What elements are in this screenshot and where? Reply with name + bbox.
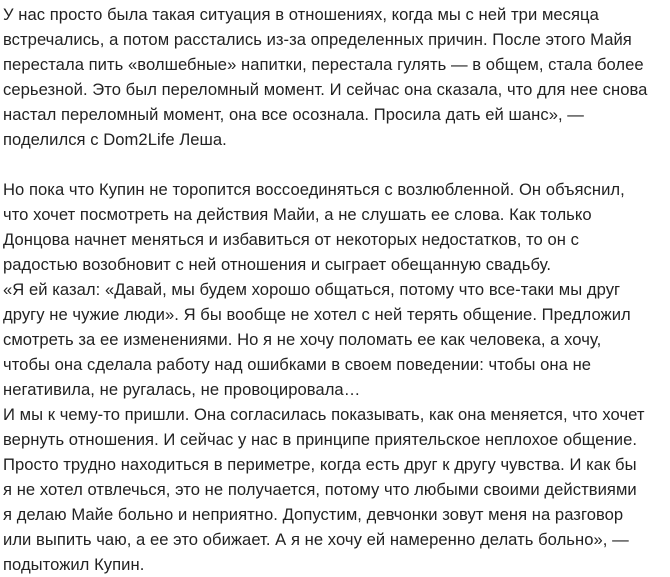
text-line: чтобы она сделала работу над ошибками в своем поведении: чтобы она не	[3, 355, 592, 374]
text-line: вернуть отношения. И сейчас у нас в принципе приятельское неплохое общение.	[3, 430, 638, 449]
paragraph-quote-end	[3, 2, 670, 152]
text-line: что хочет посмотреть на действия Майи, а не слушать ее слова. Как только	[3, 205, 592, 224]
text-line: негативила, не ругалась, не провоцировала…	[3, 380, 361, 399]
text-line: серьезной. Это был переломный момент. И сейчас она сказала, что для нее снова	[3, 80, 648, 99]
text-line: подытожил Купин.	[3, 555, 145, 574]
text-line: У нас просто была такая ситуация в отношениях, когда мы с ней три месяца	[3, 5, 599, 24]
text-line: Но пока что Купин не торопится воссоединяться с возлюбленной. Он объяснил,	[3, 180, 625, 199]
text-line: радостью возобновит с ней отношения и сыграет обещанную свадьбу.	[3, 255, 551, 274]
text-line: я не хотел отвлечься, это не получается, потому что любыми своими действиями	[3, 480, 637, 499]
text-line: встречались, а потом расстались из-за определенных причин. После этого Майя	[3, 30, 632, 49]
text-line: «Я ей казал: «Давай, мы будем хорошо общаться, потому что все-таки мы друг	[3, 280, 621, 299]
text-line: поделился с Dom2Life Леша.	[3, 130, 227, 149]
text-line: Донцова начнет меняться и избавиться от некоторых недостатков, то он с	[3, 230, 579, 249]
text-line: настал переломный момент, она все осознала. Просила дать ей шанс», —	[3, 105, 584, 124]
text-line: или выпить чаю, а ее это обижает. А я не хочу ей намеренно делать больно», —	[3, 530, 629, 549]
text-line: И мы к чему-то пришли. Она согласилась показывать, как она меняется, что хочет	[3, 405, 645, 424]
text-line: Просто трудно находиться в периметре, когда есть друг к другу чувства. И как бы	[3, 455, 637, 474]
text-line: перестала пить «волшебные» напитки, перестала гулять — в общем, стала более	[3, 55, 644, 74]
paragraph-spacer	[3, 152, 670, 177]
text-line: я делаю Майе больно и неприятно. Допустим, девчонки зовут меня на разговор	[3, 505, 624, 524]
paragraph-main	[3, 177, 670, 577]
text-line: смотреть за ее изменениями. Но я не хочу поломать ее как человека, а хочу,	[3, 330, 602, 349]
text-line: другу не чужие люди». Я бы вообще не хотел с ней терять общение. Предложил	[3, 305, 631, 324]
